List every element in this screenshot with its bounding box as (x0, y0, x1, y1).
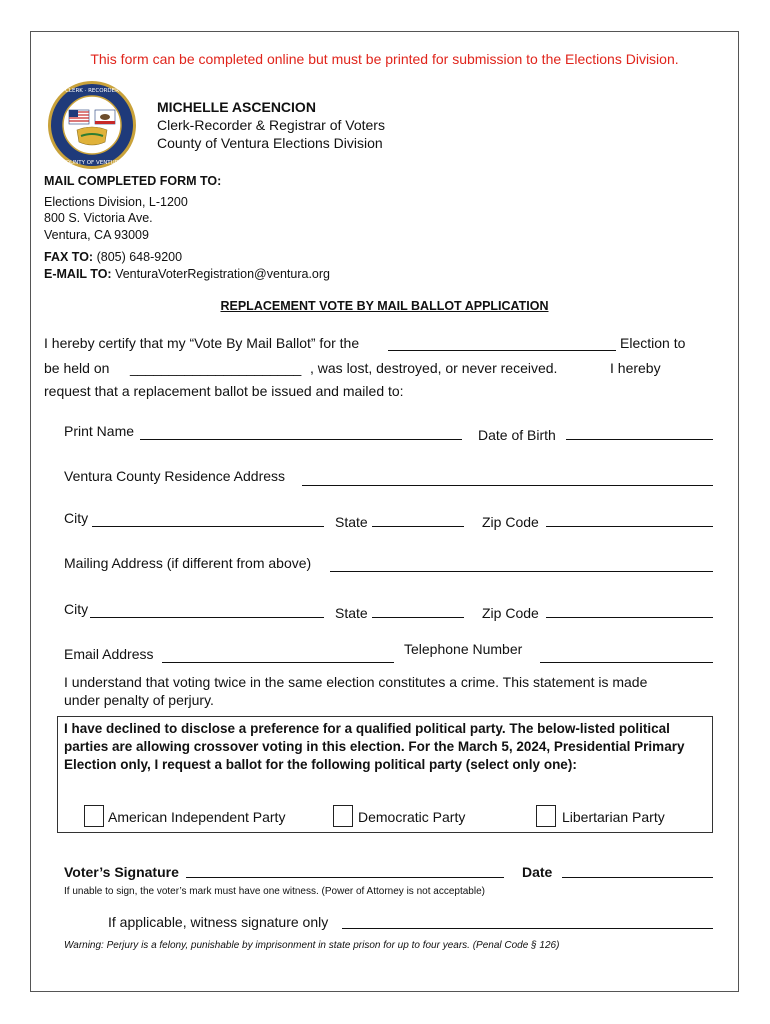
zip-label: Zip Code (482, 514, 539, 530)
signature-date-field[interactable] (562, 877, 713, 878)
witness-signature-field[interactable] (342, 928, 713, 929)
mail-address-line-3: Ventura, CA 93009 (44, 228, 149, 242)
officer-title: Clerk-Recorder & Registrar of Voters (157, 117, 385, 133)
certify-line2-end: I hereby (610, 360, 661, 376)
residence-label: Ventura County Residence Address (64, 468, 286, 484)
officer-name: MICHELLE ASCENCION (157, 99, 316, 115)
witness-signature-label: If applicable, witness signature only (108, 914, 329, 930)
fax-label: FAX TO: (44, 250, 94, 264)
voter-signature-field[interactable] (186, 877, 504, 878)
email-address[interactable]: VenturaVoterRegistration@ventura.org (115, 267, 330, 281)
zip-field[interactable] (546, 526, 713, 527)
certify-line2-start: be held on (44, 360, 110, 376)
state2-label: State (335, 605, 368, 621)
fax-number: (805) 648-9200 (96, 250, 183, 264)
city-field[interactable] (92, 526, 324, 527)
certify-line1-start: I hereby certify that my “Vote By Mail Ballot” for the (44, 335, 360, 351)
residence-field[interactable] (302, 485, 713, 486)
certify-line1-end: Election to (620, 335, 686, 351)
form-title: REPLACEMENT VOTE BY MAIL BALLOT APPLICATION (220, 299, 549, 313)
mail-address-line-2: 800 S. Victoria Ave. (44, 211, 153, 225)
witness-note: If unable to sign, the voter’s mark must have one witness. (Power of Attorney is not acceptable) (64, 886, 485, 897)
american-independent-label: American Independent Party (108, 809, 286, 825)
mailing-address-label: Mailing Address (if different from above) (64, 555, 312, 571)
svg-text:COUNTY OF VENTURA: COUNTY OF VENTURA (61, 160, 123, 166)
city-label: City (64, 510, 89, 526)
perjury-statement-line1: I understand that voting twice in the same election constitutes a crime. This statement is made (64, 674, 648, 690)
state-field[interactable] (372, 526, 464, 527)
email-label: E-MAIL TO: (44, 267, 112, 281)
email-address-label: Email Address (64, 646, 154, 662)
mail-heading: MAIL COMPLETED FORM TO: (44, 174, 222, 188)
city2-label: City (64, 601, 89, 617)
telephone-field[interactable] (540, 662, 713, 663)
zip2-field[interactable] (546, 617, 713, 618)
libertarian-label: Libertarian Party (562, 809, 665, 825)
officer-office: County of Ventura Elections Division (157, 135, 383, 151)
date-label: Date (522, 864, 553, 880)
election-name-field[interactable] (388, 350, 616, 351)
party-box-text: I have declined to disclose a preference for a qualified political party. The below-listed political parties are allowing crossover voting in this election. For the March 5, 2024, Presidential Primary Election only, I request a ballot for the following political party (select only one): (64, 721, 685, 772)
certify-line3: request that a replacement ballot be issued and mailed to: (44, 383, 404, 399)
mail-address-line-1: Elections Division, L-1200 (44, 195, 188, 209)
email-address-field[interactable] (162, 662, 394, 663)
telephone-label: Telephone Number (404, 641, 523, 657)
dob-label: Date of Birth (478, 427, 556, 443)
perjury-warning: Warning: Perjury is a felony, punishable by imprisonment in state prison for up to four years. (Penal Code § 126) (64, 940, 560, 951)
city2-field[interactable] (90, 617, 324, 618)
zip2-label: Zip Code (482, 605, 539, 621)
state2-field[interactable] (372, 617, 464, 618)
certify-line2-middle: , was lost, destroyed, or never received. (310, 360, 558, 376)
dob-field[interactable] (566, 439, 713, 440)
mailing-address-field[interactable] (330, 571, 713, 572)
email-line (44, 267, 330, 281)
voter-signature-label: Voter’s Signature (64, 864, 179, 880)
online-notice: This form can be completed online but must be printed for submission to the Elections Division. (90, 51, 679, 67)
libertarian-checkbox[interactable] (536, 805, 556, 827)
election-date-field[interactable]: ______________________ (130, 360, 302, 376)
county-seal (47, 80, 137, 170)
democratic-checkbox[interactable] (333, 805, 353, 827)
svg-text:CLERK · RECORDER: CLERK · RECORDER (65, 88, 119, 94)
print-name-field[interactable] (140, 439, 462, 440)
perjury-statement-line2: under penalty of perjury. (64, 692, 214, 708)
print-name-label: Print Name (64, 423, 135, 439)
american-independent-checkbox[interactable] (84, 805, 104, 827)
state-label: State (335, 514, 368, 530)
democratic-label: Democratic Party (358, 809, 466, 825)
fax-line (44, 250, 182, 264)
